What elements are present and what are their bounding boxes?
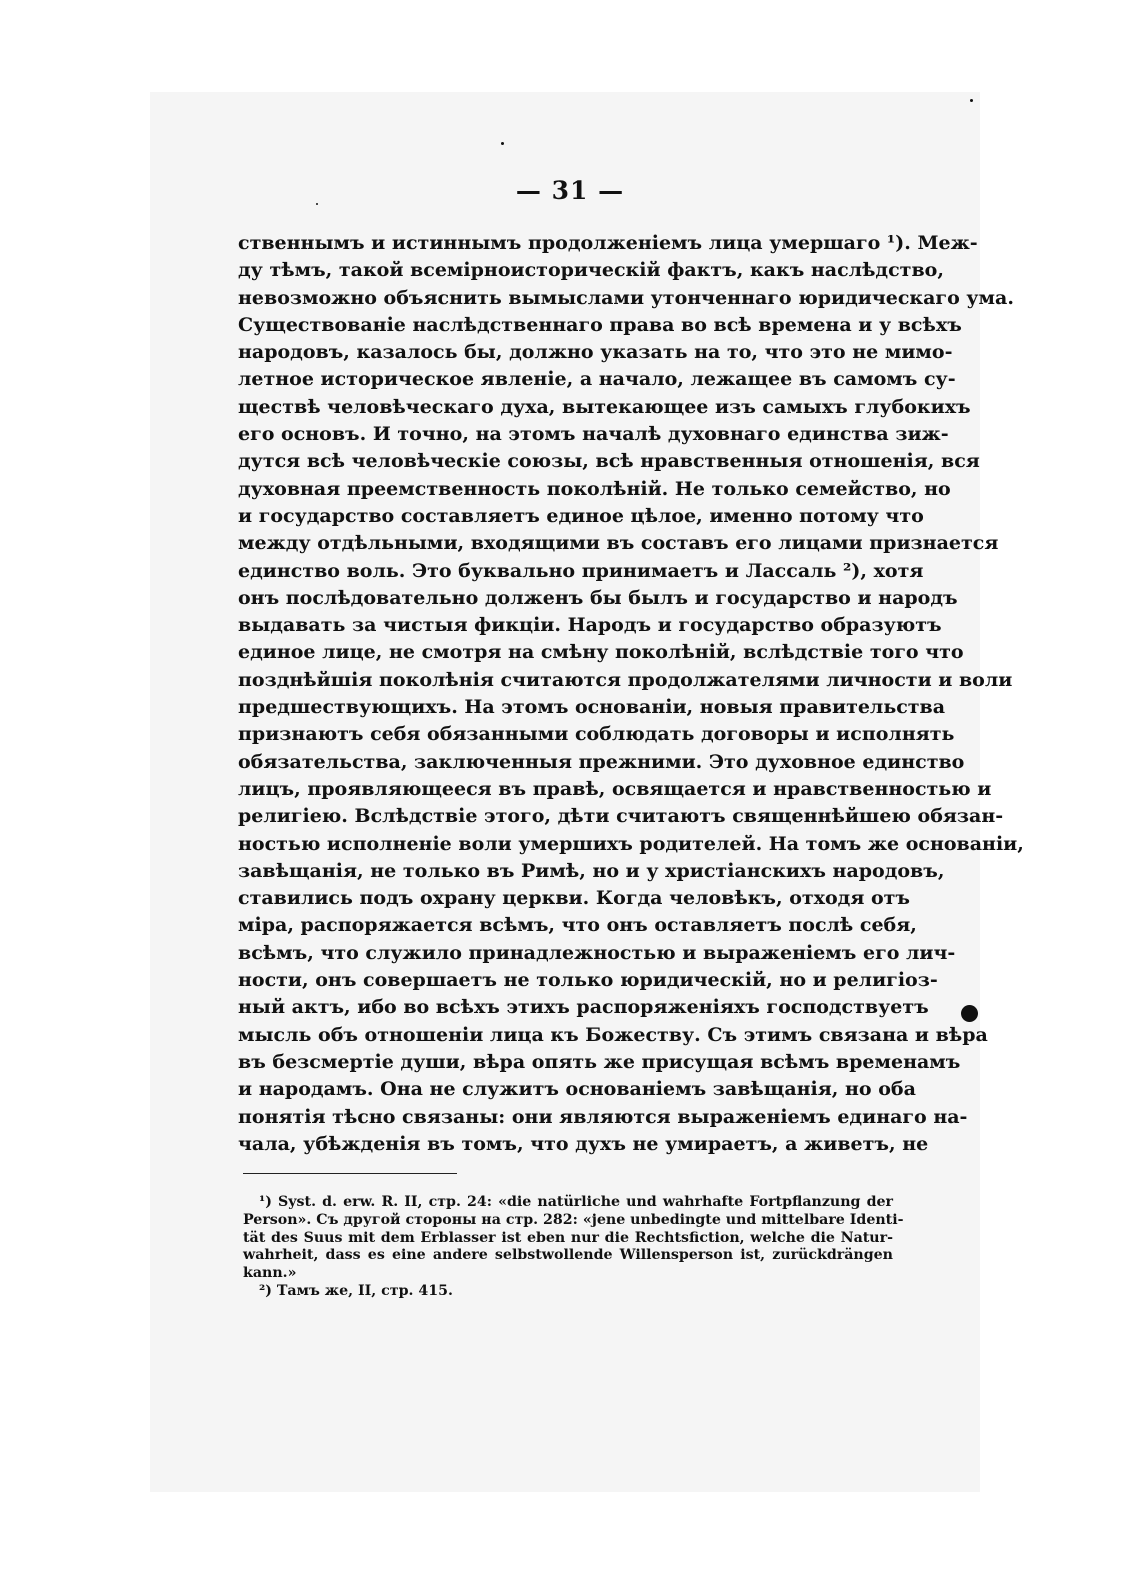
text-line: духовная преемственность поколѣній. Не только семейство, но bbox=[238, 477, 951, 500]
text-line: и государство составляетъ единое цѣлое, именно потому что bbox=[238, 504, 924, 527]
text-line: признаютъ себя обязанными соблюдать договоры и исполнять bbox=[238, 723, 955, 746]
text-line: мысль объ отношеніи лица къ Божеству. Съ этимъ связана и вѣра bbox=[238, 1023, 988, 1046]
text-line: невозможно объяснить вымыслами утонченнаго юридическаго ума. bbox=[238, 286, 1014, 309]
page-number: — 31 — bbox=[515, 176, 625, 205]
text-line: онъ послѣдовательно долженъ бы былъ и государство и народъ bbox=[238, 586, 958, 609]
text-line: ностью исполненіе воли умершихъ родителей. На томъ же основаніи, bbox=[238, 832, 1024, 855]
text-line: летное историческое явленіе, а начало, лежащее въ самомъ су- bbox=[238, 368, 956, 391]
footnote-1-line: wahrheit, dass es eine andere selbstwollende Willensperson ist, zurückdrängen bbox=[243, 1247, 893, 1264]
text-line: единое лице, не смотря на смѣну поколѣній, вслѣдствіе того что bbox=[238, 641, 964, 664]
text-line: завѣщанія, не только въ Римѣ, но и у христіанскихъ народовъ, bbox=[238, 859, 945, 882]
footnote-1-line: ¹) Syst. d. erw. R. II, стр. 24: «die natürliche und wahrhafte Fortpflanzung der bbox=[259, 1194, 893, 1210]
footnote-1-line: Person». Съ другой стороны на стр. 282: «jene unbedingte und mittelbare Identi- bbox=[243, 1211, 904, 1228]
text-line: ставились подъ охрану церкви. Когда человѣкъ, отходя отъ bbox=[238, 887, 911, 910]
footnote-divider bbox=[243, 1173, 457, 1174]
text-line: единство воль. Это буквально принимаетъ и Лассаль ²), хотя bbox=[238, 559, 924, 582]
footnote-1-line: kann.» bbox=[243, 1265, 297, 1282]
ink-speck bbox=[316, 203, 318, 205]
text-line: выдавать за чистыя фикціи. Народъ и государство образуютъ bbox=[238, 614, 942, 637]
footnote-1-line: tät des Suus mit dem Erblasser ist eben nur die Rechtsfiction, welche die Natur- bbox=[243, 1229, 893, 1246]
text-line: ственнымъ и истиннымъ продолженіемъ лица умершаго ¹). Меж- bbox=[238, 232, 978, 254]
text-line: религіею. Вслѣдствіе этого, дѣти считаютъ священнѣйшею обязан- bbox=[238, 805, 1004, 828]
text-line: лицъ, проявляющееся въ правѣ, освящается и нравственностью и bbox=[238, 777, 992, 800]
text-line: всѣмъ, что служило принадлежностью и выраженіемъ его лич- bbox=[238, 941, 956, 964]
text-line: чала, убѣжденія въ томъ, что духъ не умираетъ, а живетъ, не bbox=[238, 1132, 929, 1155]
text-line: міра, распоряжается всѣмъ, что онъ оставляетъ послѣ себя, bbox=[238, 914, 917, 937]
text-line: въ безсмертіе души, вѣра опять же присущая всѣмъ временамъ bbox=[238, 1050, 961, 1073]
text-line: ный актъ, ибо во всѣхъ этихъ распоряженіяхъ господствуетъ bbox=[238, 996, 929, 1019]
footnote-2-line: ²) Тамъ же, II, стр. 415. bbox=[259, 1282, 453, 1299]
text-line: ществѣ человѣческаго духа, вытекающее изъ самыхъ глубокихъ bbox=[238, 395, 971, 418]
text-line: и народамъ. Она не служитъ основаніемъ завѣщанія, но оба bbox=[238, 1078, 916, 1101]
text-line: обязательства, заключенныя прежними. Это духовное единство bbox=[238, 750, 965, 773]
text-line: дутся всѣ человѣческіе союзы, всѣ нравственныя отношенія, вся bbox=[238, 450, 980, 473]
text-line: ду тѣмъ, такой всемірноисторическій фактъ, какъ наслѣдство, bbox=[238, 259, 944, 282]
text-line: позднѣйшія поколѣнія считаются продолжателями личности и воли bbox=[238, 668, 1013, 691]
ink-blot bbox=[961, 1005, 978, 1022]
footnotes bbox=[243, 1194, 904, 1301]
text-line: предшествующихъ. На этомъ основаніи, новыя правительства bbox=[238, 696, 946, 719]
ink-speck bbox=[501, 142, 504, 145]
body-text bbox=[238, 230, 1024, 1158]
text-line: между отдѣльными, входящими въ составъ его лицами признается bbox=[238, 532, 999, 555]
text-line: его основъ. И точно, на этомъ началѣ духовнаго единства зиж- bbox=[238, 423, 949, 446]
text-line: понятія тѣсно связаны: они являются выраженіемъ единаго на- bbox=[238, 1105, 968, 1128]
text-line: народовъ, казалось бы, должно указать на то, что это не мимо- bbox=[238, 341, 953, 364]
text-line: ности, онъ совершаетъ не только юридическій, но и религіоз- bbox=[238, 969, 938, 992]
ink-speck bbox=[970, 99, 973, 102]
text-line: Существованіе наслѣдственнаго права во всѣ времена и у всѣхъ bbox=[238, 313, 962, 336]
